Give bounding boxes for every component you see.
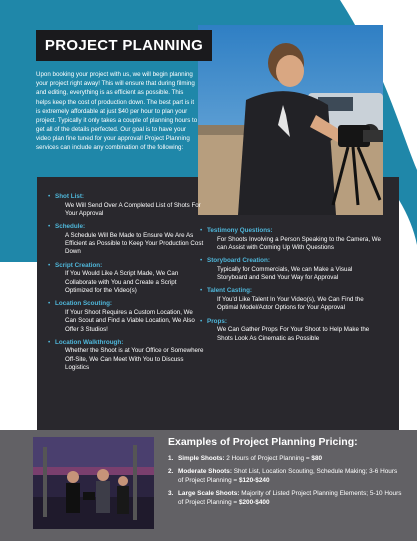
pricing-title: Examples of Project Planning Pricing: [168, 436, 358, 448]
service-title: Shot List: [55, 193, 85, 200]
service-title: Location Scouting: [55, 300, 113, 308]
pricing-text [178, 468, 403, 486]
pricing-number: 1. [168, 455, 174, 462]
pricing-name: Simple Shoots: [178, 455, 225, 462]
videographer-photo [198, 25, 383, 215]
service-item [200, 287, 382, 312]
service-text: We Can Gather Props For Your Shoot to Help Make the Shots Look As Cinematic as Possible [217, 326, 370, 342]
service-text: If You'd Like Talent In Your Video(s), We Can Find the Optimal Model/Actor Options for Your Approval [217, 295, 364, 312]
service-item [200, 257, 382, 282]
service-text: For Shoots Involving a Person Speaking to the Camera, We can Assist with Coming Up With Questions [217, 235, 381, 251]
pricing-item [168, 490, 403, 508]
service-title: Storyboard Creation: [207, 257, 270, 265]
pricing-item [168, 468, 403, 486]
service-item [200, 317, 382, 343]
title-box [36, 30, 212, 61]
service-item [48, 223, 205, 257]
bullet-icon: • [48, 193, 51, 200]
service-text: Typically for Commercials, We can Make a Visual Storyboard and Send Your Way for Approval [217, 265, 353, 282]
services-list-left [48, 193, 205, 378]
bullet-icon: • [48, 338, 51, 346]
service-title: Talent Casting: [207, 287, 253, 295]
pricing-desc: Majority of Listed Project Planning Elements; 5-10 Hours of Project Planning = [178, 489, 402, 506]
pricing-price: $80 [311, 455, 323, 462]
bullet-icon: • [48, 300, 51, 308]
intro-paragraph: Upon booking your project with us, we will begin planning your project right away! This will ensure that during filming and editing, everything is as efficient as possible. This helps keep the cost of production down. The best part is it is extremely affordable at just $40 per hour to plan your project. Typically it only takes a couple of planning hours to get all of the details perfected. Our goal is to have your video plan fine tuned for your approval! Project Planning services can include any combination of the following: [36, 71, 198, 152]
bullet-icon: • [200, 317, 203, 325]
service-title: Script Creation: [55, 261, 103, 269]
pricing-list [168, 455, 403, 512]
page-title: PROJECT PLANNING [44, 37, 204, 54]
service-title: Testimony Questions: [207, 227, 273, 234]
bullet-icon: • [48, 223, 51, 231]
pricing-price: $200-$400 [238, 498, 270, 506]
pricing-desc: 2 Hours of Project Planning = [226, 455, 310, 462]
bullet-icon: • [200, 227, 203, 234]
service-title: Schedule: [55, 223, 86, 231]
service-text: Whether the Shoot is at Your Office or Somewhere Off-Site, We Can Meet With You to Discuss Logistics [65, 347, 204, 372]
service-item [200, 227, 382, 252]
pricing-name: Large Scale Shoots: [178, 489, 240, 497]
pricing-name: Moderate Shoots: [178, 467, 232, 475]
service-item [48, 261, 205, 296]
bullet-icon: • [48, 261, 51, 269]
service-text: If You Would Like A Script Made, We Can Collaborate with You and Create a Script Optimized for the Video(s) [65, 270, 179, 295]
service-title: Props: [207, 317, 227, 325]
service-text: If Your Shoot Requires a Custom Location, We Can Scout and Find a Viable Location, We Also Offer 3 Studios! [65, 308, 195, 333]
studio-photo [33, 437, 154, 529]
services-list-right [200, 227, 382, 348]
pricing-number: 2. [168, 467, 174, 475]
service-text: A Schedule Will Be Made to Ensure We Are As Efficient as Possible to Keep Your Production Cost Down [65, 231, 204, 256]
service-item [48, 300, 205, 334]
service-text: We Will Send Over A Completed List of Shots For Your Approval [65, 201, 201, 217]
pricing-item [168, 455, 403, 464]
pricing-desc: Shot List, Location Scouting, Schedule Making; 3-6 Hours of Project Planning = [178, 467, 398, 484]
bullet-icon: • [200, 287, 203, 295]
bullet-icon: • [200, 257, 203, 265]
service-item [48, 193, 205, 218]
service-title: Location Walkthrough: [55, 338, 124, 346]
pricing-price: $120-$240 [238, 476, 270, 484]
pricing-number: 3. [168, 489, 174, 497]
pricing-text [178, 490, 403, 508]
service-item [48, 338, 205, 373]
pricing-text [178, 455, 322, 464]
